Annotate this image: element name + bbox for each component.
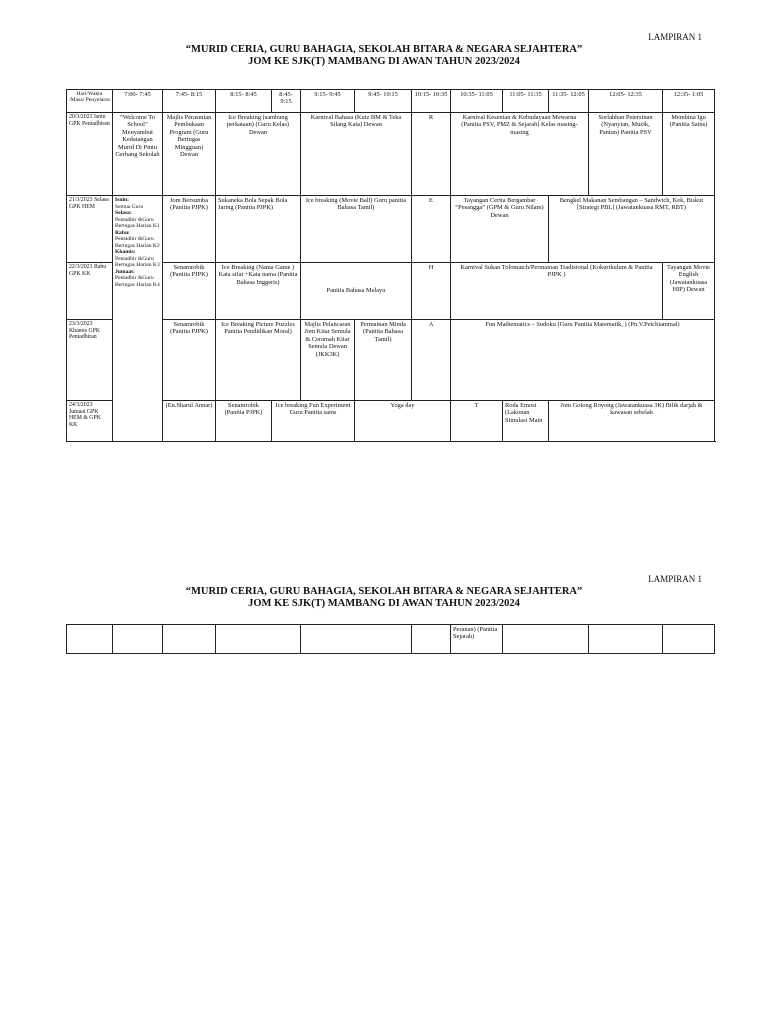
activity-cell: Karnival Sukan Tolomatch/Permainan Tradisional (Kokurikulum & Panitia PJPK ) <box>451 263 663 320</box>
break-letter-cell: E <box>412 196 451 263</box>
table-row <box>67 401 715 442</box>
activity-cell: Yoga day <box>355 401 451 442</box>
schedule-table-continued <box>66 624 715 654</box>
document-title <box>0 44 768 68</box>
empty-cell <box>503 625 589 654</box>
duty-label: Khamis: <box>115 249 136 255</box>
table-row <box>67 263 715 320</box>
activity-cell: (En.Sharul Annar) <box>163 401 216 442</box>
activity-cell: Tayangan Movie English (Jawatankuasa HIP) Dewan <box>663 263 715 320</box>
duty-roster-cell <box>113 196 163 442</box>
activity-cell: Senamrobik (Panitia PJPK) <box>163 263 216 320</box>
day-cell: 21/3/2023 Selasa GPK HEM <box>67 196 113 263</box>
header-cell: 11:05- 11:35 <box>503 90 549 113</box>
activity-cell: Ice Breaking (sambung perkataan) (Guru Kelas) Dewan <box>216 113 301 196</box>
duty-text: Pentadbir &Guru Bertugas Harian K1 <box>115 216 160 229</box>
activity-cell: Karnival Kesenian & Kebudayaan Mewarna (Panitia PSV, PMZ & Sejarah) Kelas masing-masing <box>451 113 589 196</box>
break-letter-cell: T <box>451 401 503 442</box>
lampiran-label: LAMPIRAN 1 <box>648 32 702 42</box>
activity-cell: Roda Emosi (Lakonan Simulasi Main <box>503 401 549 442</box>
activity-cell: Karnival Bahasa (Kuiz BM & Teka Silang Kata) Dewan <box>301 113 412 196</box>
duty-text: Pentadbir &Guru Bertugas Harian K2 <box>115 236 160 249</box>
header-cell: 11:35- 12:05 <box>549 90 589 113</box>
duty-text: Pentadbir &Guru Bertugas Harian K3 <box>115 255 160 268</box>
activity-cell: “Welcome To School” Menyambut Kedatangan Murid Di Pintu Gerbang Sekolah <box>113 113 163 196</box>
day-cell: 24/3/2023 Jumaat GPK HEM & GPK KK <box>67 401 113 442</box>
duty-label: Selasa: <box>115 210 132 216</box>
table-row <box>67 196 715 263</box>
empty-cell <box>163 625 216 654</box>
empty-cell <box>67 625 113 654</box>
break-letter-cell: R <box>412 113 451 196</box>
empty-cell <box>663 625 715 654</box>
activity-cell: Ice Breaking (Nama Game ) Kata sifat +Kata nama (Panitia Bahasa Inggeris) <box>216 263 301 320</box>
activity-cell: Panitia Bahasa Melayu <box>301 263 412 320</box>
activity-cell: Sukaneka Bola Sepak Bola Jaring (Panitia PJPK) <box>216 196 301 263</box>
header-cell: 7:00- 7:45 <box>113 90 163 113</box>
empty-cell <box>301 625 412 654</box>
activity-cell: Majlis Perasmian Pembukaan Program (Guru Bertugas Mingguan) Dewan <box>163 113 216 196</box>
activity-cell: Tayangan Cerita Bergambar “Pesangga” (GPM & Guru Nilam) Dewan <box>451 196 549 263</box>
activity-cell: Ice breaking (Movie Ball) Guru panitia Bahasa Tamil) <box>301 196 412 263</box>
header-cell: 8:45- 9:15 <box>272 90 301 113</box>
header-cell: 10:35- 11:05 <box>451 90 503 113</box>
day-cell: 23/3/2023 Khamis GPK Pentadbiran <box>67 320 113 401</box>
activity-cell: Jom Bersumba (Panitia PJPK) <box>163 196 216 263</box>
activity-cell: Jom Gotong Royong (Jawatankuasa 3K) Bilik darjah & kawasan sebelah <box>549 401 715 442</box>
activity-cell: Senamrobik (Panitia PJPK) <box>216 401 272 442</box>
header-cell: Hari/Waktu /Masa/ Penyelaras <box>67 90 113 113</box>
document-title <box>0 586 768 610</box>
empty-cell <box>216 625 301 654</box>
duty-label: Jumaat: <box>115 268 135 275</box>
duty-text: Semua Guru <box>115 203 144 210</box>
activity-cell: Permainan Minda (Panitia Bahasa Tamil) <box>355 320 412 401</box>
activity-cell: Senamrobik (Panitia PJPK) <box>163 320 216 401</box>
schedule-table <box>66 89 715 442</box>
activity-cell: Peranan) (Panitia Sejarah) <box>451 625 503 654</box>
table-row <box>67 625 715 654</box>
duty-label: Rabu: <box>115 229 130 236</box>
empty-cell <box>113 625 163 654</box>
header-cell: 9:15- 9:45 <box>301 90 355 113</box>
day-cell: 20/3/2023 Isnin GPK Pentadbiran <box>67 113 113 196</box>
activity-cell: Majlis Pelancaran Jom Kitar Semula & Ceramah Kitar Semula Dewan (JKK3K) <box>301 320 355 401</box>
activity-cell: Ice breaking Fun Experiment Guru Panitia sains <box>272 401 355 442</box>
title-line-2: JOM KE SJK(T) MAMBANG DI AWAN TAHUN 2023/2024 <box>248 56 520 67</box>
empty-cell <box>412 625 451 654</box>
header-cell: 12:35- 1:05 <box>663 90 715 113</box>
header-cell: 9:45- 10:15 <box>355 90 412 113</box>
empty-cell <box>589 625 663 654</box>
table-row <box>67 320 715 401</box>
activity-cell: Bengkel Makanan Sembangan – Sandwich, Kek, Biskut [Strategi PBL] (Jawatankuasa RMT, RBT) <box>549 196 715 263</box>
activity-cell: Sorlahhan Petersinan (Nyanyian, Muzik, Pantun) Panitia PSV <box>589 113 663 196</box>
break-letter-cell: H <box>412 263 451 320</box>
lampiran-label: LAMPIRAN 1 <box>648 574 702 584</box>
header-cell: 12:05- 12:35 <box>589 90 663 113</box>
duty-label: Isnin: <box>115 197 129 203</box>
table-row <box>67 113 715 196</box>
header-cell: 8:15- 8:45 <box>216 90 272 113</box>
duty-text: Pentadbir &Guru Bertugas Harian K4 <box>115 275 160 288</box>
activity-cell: Fun Mathematics – Sudoku (Guru Panitia Matematik, ) (Pn.V.Petchiammal) <box>451 320 715 401</box>
activity-cell: Membina Igu (Panitia Sains) <box>663 113 715 196</box>
title-line-1: “MURID CERIA, GURU BAHAGIA, SEKOLAH BITARA & NEGARA SEJAHTERA” <box>185 586 583 597</box>
header-row <box>67 90 715 113</box>
header-cell: 7:45- 8:15 <box>163 90 216 113</box>
title-line-1: “MURID CERIA, GURU BAHAGIA, SEKOLAH BITARA & NEGARA SEJAHTERA” <box>185 44 583 55</box>
header-cell: 10:15- 10:35 <box>412 90 451 113</box>
title-line-2: JOM KE SJK(T) MAMBANG DI AWAN TAHUN 2023/2024 <box>248 598 520 609</box>
activity-cell: Ice Breaking Picture Puzzles Panitia Pendidikan Moral) <box>216 320 301 401</box>
break-letter-cell: A <box>412 320 451 401</box>
day-cell: 22/3/2023 Rabu GPK KK <box>67 263 113 320</box>
